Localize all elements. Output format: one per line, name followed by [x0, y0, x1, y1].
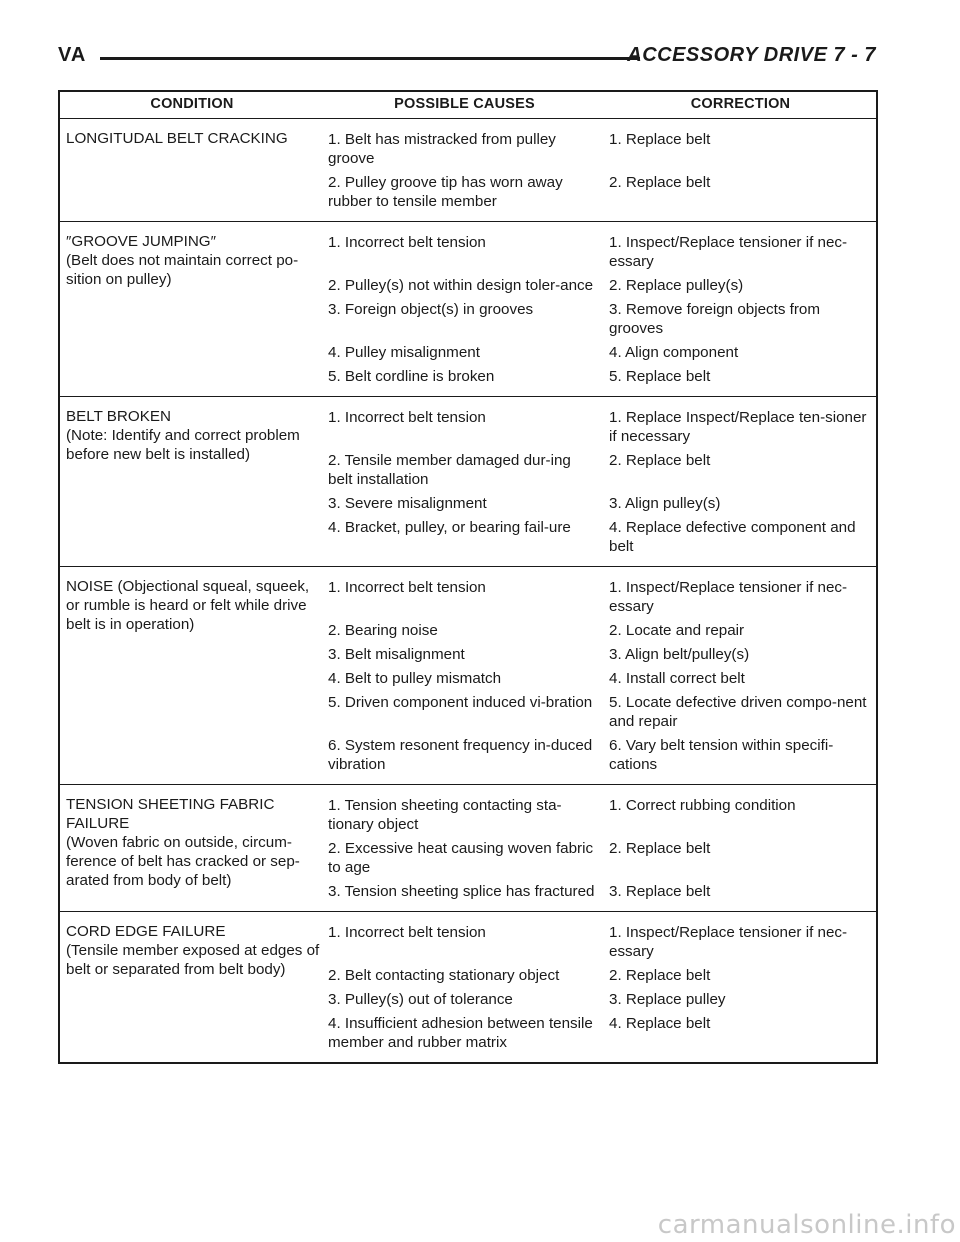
page-header [58, 42, 876, 76]
possible-cause: 3. Tension sheeting splice has fractured [328, 883, 595, 900]
possible-cause: 3. Severe misalignment [328, 495, 487, 512]
list-item [324, 961, 876, 985]
possible-cause: 1. Incorrect belt tension [328, 234, 486, 251]
cause-correction-cell [324, 222, 877, 397]
correction: 6. Vary belt tension within specifi-cations [609, 737, 834, 773]
list-item [324, 616, 876, 640]
table-row [59, 119, 877, 222]
correction: 2. Replace belt [609, 840, 711, 857]
table-header-row [59, 91, 877, 119]
list-item [324, 567, 876, 616]
list-item [324, 295, 876, 338]
correction: 3. Replace pulley [609, 991, 726, 1008]
list-item [324, 446, 876, 489]
condition-cell [59, 567, 324, 785]
list-item [324, 985, 876, 1009]
list-item [324, 338, 876, 362]
list-item [324, 1009, 876, 1062]
correction: 1. Inspect/Replace tensioner if nec-essary [609, 234, 848, 270]
possible-cause: 4. Insufficient adhesion between tensile member and rubber matrix [328, 1015, 593, 1051]
table-row [59, 567, 877, 785]
condition-text: ″GROOVE JUMPING″ [66, 233, 216, 250]
cause-correction-cell [324, 785, 877, 912]
possible-cause: 3. Foreign object(s) in grooves [328, 301, 534, 318]
correction: 3. Align belt/pulley(s) [609, 646, 750, 663]
possible-cause: 4. Bracket, pulley, or bearing fail-ure [328, 519, 571, 536]
possible-cause: 4. Belt to pulley mismatch [328, 670, 502, 687]
list-item [324, 397, 876, 446]
list-item [324, 877, 876, 911]
list-item [324, 688, 876, 731]
possible-cause: 1. Tension sheeting contacting sta-tionary object [328, 797, 562, 833]
condition-text: CORD EDGE FAILURE [66, 923, 226, 940]
column-header-condition: CONDITION [59, 91, 324, 119]
possible-cause: 3. Pulley(s) out of tolerance [328, 991, 513, 1008]
condition-cell [59, 119, 324, 222]
cause-correction-cell [324, 567, 877, 785]
possible-cause: 2. Pulley(s) not within design toler-ance [328, 277, 594, 294]
correction: 1. Correct rubbing condition [609, 797, 796, 814]
correction: 3. Remove foreign objects from grooves [609, 301, 821, 337]
correction: 2. Replace belt [609, 452, 711, 469]
cause-correction-cell [324, 397, 877, 567]
list-item [324, 785, 876, 834]
possible-cause: 2. Tensile member damaged dur-ing belt installation [328, 452, 571, 488]
cause-correction-cell [324, 119, 877, 222]
list-item [324, 834, 876, 877]
possible-cause: 1. Belt has mistracked from pulley groove [328, 131, 556, 167]
correction: 1. Replace Inspect/Replace ten-sioner if necessary [609, 409, 867, 445]
column-header-causes: POSSIBLE CAUSES [324, 91, 605, 119]
possible-cause: 1. Incorrect belt tension [328, 579, 486, 596]
condition-cell [59, 222, 324, 397]
correction: 5. Locate defective driven compo-nent and repair [609, 694, 867, 730]
list-item [324, 271, 876, 295]
table-row [59, 397, 877, 567]
correction: 4. Install correct belt [609, 670, 745, 687]
list-item [324, 640, 876, 664]
condition-cell [59, 912, 324, 1064]
table-row [59, 912, 877, 1064]
possible-cause: 2. Belt contacting stationary object [328, 967, 560, 984]
correction: 1. Inspect/Replace tensioner if nec-essary [609, 924, 848, 960]
header-section-page: ACCESSORY DRIVE 7 - 7 [627, 44, 876, 66]
correction: 4. Replace defective component and belt [609, 519, 856, 555]
condition-text: TENSION SHEETING FABRIC FAILURE [66, 796, 275, 832]
list-item [324, 362, 876, 396]
cause-correction-cell [324, 912, 877, 1064]
possible-cause: 2. Excessive heat causing woven fabric to age [328, 840, 594, 876]
list-item [324, 731, 876, 784]
condition-text: (Woven fabric on outside, circum-ference of belt has cracked or sep-arated from body of belt) [66, 834, 300, 889]
condition-text: BELT BROKEN [66, 408, 171, 425]
table-row [59, 222, 877, 397]
possible-cause: 3. Belt misalignment [328, 646, 465, 663]
condition-cell [59, 785, 324, 912]
correction: 5. Replace belt [609, 368, 711, 385]
correction: 4. Align component [609, 344, 739, 361]
correction: 2. Locate and repair [609, 622, 745, 639]
possible-cause: 5. Belt cordline is broken [328, 368, 495, 385]
correction: 2. Replace pulley(s) [609, 277, 744, 294]
watermark: carmanualsonline.info [657, 1210, 956, 1240]
possible-cause: 1. Incorrect belt tension [328, 924, 486, 941]
condition-text: (Belt does not maintain correct po-sition on pulley) [66, 252, 299, 288]
header-rule [100, 57, 640, 60]
correction: 3. Align pulley(s) [609, 495, 721, 512]
condition-text: NOISE (Objectional squeal, squeek, or rumble is heard or felt while drive belt is in operation) [66, 578, 310, 633]
correction: 3. Replace belt [609, 883, 711, 900]
correction: 2. Replace belt [609, 967, 711, 984]
condition-cell [59, 397, 324, 567]
list-item [324, 912, 876, 961]
list-item [324, 664, 876, 688]
header-model: VA [58, 44, 87, 66]
possible-cause: 5. Driven component induced vi-bration [328, 694, 593, 711]
correction: 1. Inspect/Replace tensioner if nec-essary [609, 579, 848, 615]
diagnosis-table [58, 90, 878, 1064]
possible-cause: 2. Pulley groove tip has worn away rubber to tensile member [328, 174, 563, 210]
condition-text: LONGITUDAL BELT CRACKING [66, 130, 288, 147]
condition-text: (Note: Identify and correct problem before new belt is installed) [66, 427, 300, 463]
possible-cause: 2. Bearing noise [328, 622, 438, 639]
list-item [324, 489, 876, 513]
correction: 2. Replace belt [609, 174, 711, 191]
table-body [59, 119, 877, 1064]
list-item [324, 513, 876, 566]
column-header-correction: CORRECTION [605, 91, 877, 119]
possible-cause: 1. Incorrect belt tension [328, 409, 486, 426]
list-item [324, 168, 876, 221]
list-item [324, 119, 876, 168]
table-row [59, 785, 877, 912]
correction: 1. Replace belt [609, 131, 711, 148]
list-item [324, 222, 876, 271]
correction: 4. Replace belt [609, 1015, 711, 1032]
condition-text: (Tensile member exposed at edges of belt or separated from belt body) [66, 942, 320, 978]
possible-cause: 6. System resonent frequency in-duced vibration [328, 737, 593, 773]
possible-cause: 4. Pulley misalignment [328, 344, 480, 361]
